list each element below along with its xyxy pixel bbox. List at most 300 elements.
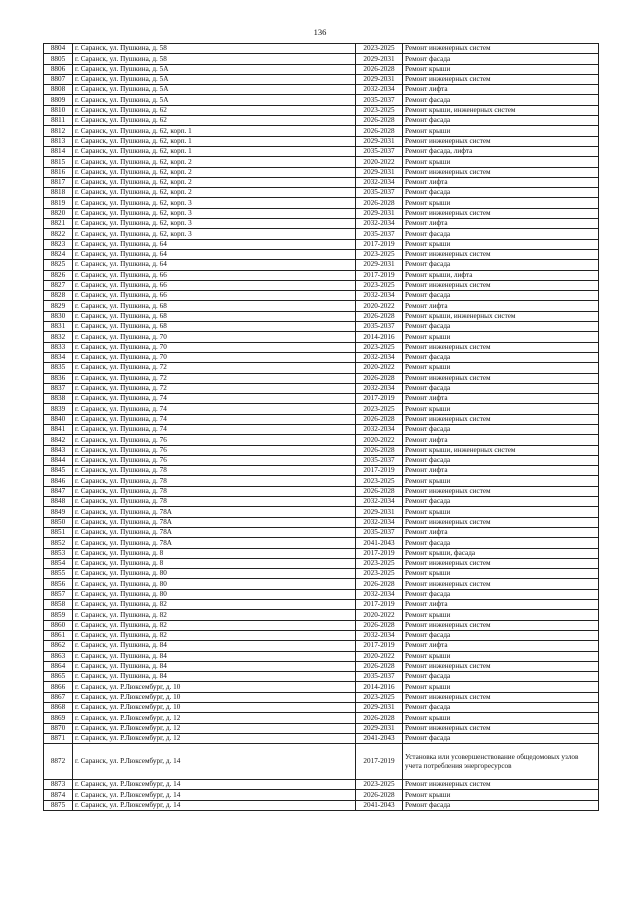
work-type-cell: Ремонт лифта [403,394,599,404]
table-row [44,363,599,373]
period-cell: 2023-2025 [356,280,403,290]
address-cell: г. Саранск, ул. Пушкина, д. 58 [73,54,356,64]
period-cell: 2020-2022 [356,363,403,373]
row-number-cell: 8858 [44,600,73,610]
address-cell: г. Саранск, ул. Пушкина, д. 62, корп. 2 [73,167,356,177]
work-type-cell: Ремонт лифта [403,527,599,537]
work-type-cell: Ремонт фасада [403,630,599,640]
period-cell: 2017-2019 [356,466,403,476]
table-row [44,291,599,301]
table-row [44,229,599,239]
address-cell: г. Саранск, ул. Пушкина, д. 68 [73,301,356,311]
period-cell: 2023-2025 [356,249,403,259]
period-cell: 2020-2022 [356,301,403,311]
table-row [44,322,599,332]
table-row [44,527,599,537]
row-number-cell: 8857 [44,589,73,599]
work-type-cell: Ремонт фасада [403,497,599,507]
address-cell: г. Саранск, ул. Пушкина, д. 78 [73,486,356,496]
period-cell: 2026-2028 [356,311,403,321]
row-number-cell: 8820 [44,208,73,218]
row-number-cell: 8846 [44,476,73,486]
work-type-cell: Ремонт крыши, инженерных систем [403,311,599,321]
row-number-cell: 8849 [44,507,73,517]
work-type-cell: Ремонт инженерных систем [403,517,599,527]
work-type-cell: Ремонт фасада [403,260,599,270]
period-cell: 2026-2028 [356,373,403,383]
period-cell: 2035-2037 [356,527,403,537]
table-row [44,507,599,517]
address-cell: г. Саранск, ул. Пушкина, д. 8 [73,548,356,558]
table-row [44,352,599,362]
row-number-cell: 8839 [44,404,73,414]
table-row [44,630,599,640]
period-cell: 2032-2034 [356,630,403,640]
work-type-cell: Ремонт фасада [403,424,599,434]
row-number-cell: 8844 [44,455,73,465]
address-cell: г. Саранск, ул. Пушкина, д. 76 [73,445,356,455]
address-cell: г. Саранск, ул. Пушкина, д. 68 [73,322,356,332]
address-cell: г. Саранск, ул. Пушкина, д. 62, корп. 1 [73,136,356,146]
table-row [44,260,599,270]
period-cell: 2017-2019 [356,641,403,651]
work-type-cell: Ремонт инженерных систем [403,373,599,383]
row-number-cell: 8814 [44,146,73,156]
table-row [44,414,599,424]
period-cell: 2029-2031 [356,167,403,177]
address-cell: г. Саранск, ул. Пушкина, д. 5А [73,95,356,105]
table-row [44,435,599,445]
row-number-cell: 8806 [44,64,73,74]
address-cell: г. Саранск, ул. Пушкина, д. 74 [73,394,356,404]
row-number-cell: 8850 [44,517,73,527]
period-cell: 2041-2043 [356,800,403,810]
table-row [44,661,599,671]
table-row [44,95,599,105]
row-number-cell: 8864 [44,661,73,671]
table-row [44,620,599,630]
table-row [44,249,599,259]
period-cell: 2017-2019 [356,744,403,780]
address-cell: г. Саранск, ул. Пушкина, д. 62 [73,105,356,115]
work-type-cell: Ремонт крыши [403,569,599,579]
table-row [44,44,599,54]
address-cell: г. Саранск, ул. Пушкина, д. 82 [73,610,356,620]
row-number-cell: 8872 [44,744,73,780]
row-number-cell: 8830 [44,311,73,321]
work-type-cell: Ремонт крыши [403,651,599,661]
table-row [44,790,599,800]
row-number-cell: 8824 [44,249,73,259]
work-type-cell: Ремонт лифта [403,435,599,445]
row-number-cell: 8869 [44,713,73,723]
address-cell: г. Саранск, ул. Р.Люксембург, д. 14 [73,780,356,790]
table-row [44,548,599,558]
work-type-cell: Ремонт инженерных систем [403,780,599,790]
row-number-cell: 8842 [44,435,73,445]
address-cell: г. Саранск, ул. Пушкина, д. 72 [73,363,356,373]
table-row [44,713,599,723]
row-number-cell: 8818 [44,188,73,198]
work-type-cell: Ремонт лифта [403,301,599,311]
table-row [44,476,599,486]
table-row [44,569,599,579]
row-number-cell: 8821 [44,219,73,229]
address-cell: г. Саранск, ул. Пушкина, д. 8 [73,558,356,568]
address-cell: г. Саранск, ул. Р.Люксембург, д. 14 [73,800,356,810]
period-cell: 2023-2025 [356,105,403,115]
row-number-cell: 8804 [44,44,73,54]
address-cell: г. Саранск, ул. Пушкина, д. 62, корп. 3 [73,219,356,229]
work-type-cell: Ремонт крыши [403,790,599,800]
address-cell: г. Саранск, ул. Пушкина, д. 78 [73,466,356,476]
address-cell: г. Саранск, ул. Пушкина, д. 62, корп. 2 [73,188,356,198]
row-number-cell: 8813 [44,136,73,146]
table-row [44,692,599,702]
address-cell: г. Саранск, ул. Пушкина, д. 62, корп. 3 [73,198,356,208]
work-type-cell: Ремонт крыши [403,610,599,620]
address-cell: г. Саранск, ул. Пушкина, д. 78 [73,476,356,486]
address-cell: г. Саранск, ул. Пушкина, д. 70 [73,352,356,362]
period-cell: 2023-2025 [356,569,403,579]
table-row [44,105,599,115]
table-row [44,219,599,229]
row-number-cell: 8866 [44,682,73,692]
row-number-cell: 8838 [44,394,73,404]
address-cell: г. Саранск, ул. Пушкина, д. 84 [73,641,356,651]
address-cell: г. Саранск, ул. Р.Люксембург, д. 12 [73,713,356,723]
period-cell: 2029-2031 [356,703,403,713]
table-row [44,116,599,126]
work-type-cell: Ремонт инженерных систем [403,280,599,290]
work-type-cell: Ремонт инженерных систем [403,414,599,424]
period-cell: 2029-2031 [356,74,403,84]
period-cell: 2035-2037 [356,95,403,105]
address-cell: г. Саранск, ул. Пушкина, д. 78А [73,517,356,527]
address-cell: г. Саранск, ул. Пушкина, д. 78А [73,507,356,517]
address-cell: г. Саранск, ул. Пушкина, д. 66 [73,270,356,280]
period-cell: 2026-2028 [356,116,403,126]
work-type-cell: Ремонт фасада [403,383,599,393]
work-type-cell: Ремонт крыши [403,198,599,208]
address-cell: г. Саранск, ул. Пушкина, д. 80 [73,569,356,579]
address-cell: г. Саранск, ул. Пушкина, д. 84 [73,672,356,682]
row-number-cell: 8845 [44,466,73,476]
address-cell: г. Саранск, ул. Пушкина, д. 78А [73,527,356,537]
period-cell: 2035-2037 [356,188,403,198]
period-cell: 2026-2028 [356,64,403,74]
table-row [44,744,599,780]
row-number-cell: 8835 [44,363,73,373]
work-type-cell: Ремонт инженерных систем [403,579,599,589]
table-row [44,723,599,733]
period-cell: 2032-2034 [356,589,403,599]
address-cell: г. Саранск, ул. Пушкина, д. 72 [73,373,356,383]
table-row [44,424,599,434]
address-cell: г. Саранск, ул. Р.Люксембург, д. 10 [73,692,356,702]
address-cell: г. Саранск, ул. Пушкина, д. 58 [73,44,356,54]
row-number-cell: 8871 [44,733,73,743]
period-cell: 2023-2025 [356,404,403,414]
table-row [44,157,599,167]
row-number-cell: 8853 [44,548,73,558]
address-cell: г. Саранск, ул. Пушкина, д. 84 [73,661,356,671]
work-type-cell: Ремонт инженерных систем [403,661,599,671]
address-cell: г. Саранск, ул. Пушкина, д. 80 [73,579,356,589]
address-cell: г. Саранск, ул. Пушкина, д. 74 [73,404,356,414]
row-number-cell: 8861 [44,630,73,640]
row-number-cell: 8841 [44,424,73,434]
work-type-cell: Ремонт инженерных систем [403,558,599,568]
work-type-cell: Ремонт инженерных систем [403,74,599,84]
table-row [44,136,599,146]
period-cell: 2026-2028 [356,414,403,424]
row-number-cell: 8822 [44,229,73,239]
table-row [44,198,599,208]
work-type-cell: Ремонт инженерных систем [403,342,599,352]
work-type-cell: Ремонт фасада [403,672,599,682]
table-row [44,445,599,455]
row-number-cell: 8819 [44,198,73,208]
table-row [44,85,599,95]
address-cell: г. Саранск, ул. Пушкина, д. 64 [73,260,356,270]
table-row [44,126,599,136]
row-number-cell: 8875 [44,800,73,810]
period-cell: 2026-2028 [356,486,403,496]
row-number-cell: 8836 [44,373,73,383]
row-number-cell: 8847 [44,486,73,496]
period-cell: 2032-2034 [356,424,403,434]
row-number-cell: 8855 [44,569,73,579]
row-number-cell: 8863 [44,651,73,661]
address-cell: г. Саранск, ул. Пушкина, д. 72 [73,383,356,393]
period-cell: 2020-2022 [356,157,403,167]
table-row [44,800,599,810]
work-type-cell: Ремонт инженерных систем [403,620,599,630]
table-row [44,64,599,74]
table-row [44,146,599,156]
work-type-cell: Ремонт крыши [403,713,599,723]
row-number-cell: 8816 [44,167,73,177]
row-number-cell: 8856 [44,579,73,589]
period-cell: 2020-2022 [356,435,403,445]
period-cell: 2032-2034 [356,85,403,95]
row-number-cell: 8808 [44,85,73,95]
period-cell: 2026-2028 [356,661,403,671]
period-cell: 2014-2016 [356,682,403,692]
table-row [44,538,599,548]
period-cell: 2014-2016 [356,332,403,342]
period-cell: 2029-2031 [356,723,403,733]
address-cell: г. Саранск, ул. Пушкина, д. 68 [73,311,356,321]
work-type-cell: Ремонт крыши [403,476,599,486]
period-cell: 2035-2037 [356,146,403,156]
address-cell: г. Саранск, ул. Пушкина, д. 66 [73,280,356,290]
work-type-cell: Ремонт фасада [403,589,599,599]
period-cell: 2023-2025 [356,780,403,790]
work-type-cell: Ремонт лифта [403,466,599,476]
table-row [44,239,599,249]
address-cell: г. Саранск, ул. Пушкина, д. 62, корп. 2 [73,177,356,187]
address-cell: г. Саранск, ул. Пушкина, д. 62 [73,116,356,126]
period-cell: 2032-2034 [356,352,403,362]
address-cell: г. Саранск, ул. Пушкина, д. 84 [73,651,356,661]
row-number-cell: 8874 [44,790,73,800]
address-cell: г. Саранск, ул. Пушкина, д. 74 [73,414,356,424]
table-row [44,280,599,290]
row-number-cell: 8848 [44,497,73,507]
table-row [44,672,599,682]
table-row [44,177,599,187]
work-type-cell: Ремонт крыши [403,363,599,373]
work-type-cell: Ремонт крыши, инженерных систем [403,445,599,455]
work-type-cell: Ремонт инженерных систем [403,208,599,218]
period-cell: 2023-2025 [356,476,403,486]
table-row [44,311,599,321]
address-cell: г. Саранск, ул. Пушкина, д. 76 [73,435,356,445]
address-cell: г. Саранск, ул. Р.Люксембург, д. 10 [73,682,356,692]
work-type-cell: Ремонт крыши, инженерных систем [403,105,599,115]
row-number-cell: 8868 [44,703,73,713]
work-type-cell: Ремонт фасада [403,188,599,198]
period-cell: 2023-2025 [356,558,403,568]
row-number-cell: 8829 [44,301,73,311]
address-cell: г. Саранск, ул. Р.Люксембург, д. 14 [73,744,356,780]
table-row [44,404,599,414]
work-type-cell: Ремонт фасада [403,733,599,743]
row-number-cell: 8831 [44,322,73,332]
address-cell: г. Саранск, ул. Пушкина, д. 62, корп. 1 [73,126,356,136]
period-cell: 2032-2034 [356,219,403,229]
work-type-cell: Ремонт фасада [403,538,599,548]
row-number-cell: 8873 [44,780,73,790]
work-type-cell: Ремонт инженерных систем [403,486,599,496]
row-number-cell: 8811 [44,116,73,126]
period-cell: 2035-2037 [356,672,403,682]
work-type-cell: Ремонт фасада [403,116,599,126]
table-row [44,780,599,790]
period-cell: 2017-2019 [356,548,403,558]
table-body [44,44,599,811]
period-cell: 2023-2025 [356,342,403,352]
table-row [44,270,599,280]
period-cell: 2029-2031 [356,208,403,218]
work-type-cell: Ремонт крыши [403,64,599,74]
period-cell: 2017-2019 [356,394,403,404]
table-row [44,342,599,352]
address-cell: г. Саранск, ул. Пушкина, д. 82 [73,620,356,630]
address-cell: г. Саранск, ул. Р.Люксембург, д. 10 [73,703,356,713]
page-number: 136 [313,27,327,37]
work-type-cell: Ремонт крыши [403,682,599,692]
address-cell: г. Саранск, ул. Пушкина, д. 78А [73,538,356,548]
period-cell: 2041-2043 [356,538,403,548]
work-type-cell: Ремонт инженерных систем [403,136,599,146]
row-number-cell: 8852 [44,538,73,548]
work-type-cell: Ремонт инженерных систем [403,723,599,733]
work-type-cell: Ремонт фасада [403,703,599,713]
work-type-cell: Установка или усовершенствование общедомовых узлов учета потребления энергоресурсов [403,744,599,780]
row-number-cell: 8870 [44,723,73,733]
period-cell: 2026-2028 [356,790,403,800]
period-cell: 2026-2028 [356,445,403,455]
period-cell: 2020-2022 [356,610,403,620]
table-row [44,167,599,177]
period-cell: 2029-2031 [356,260,403,270]
table-row [44,208,599,218]
work-type-cell: Ремонт фасада [403,291,599,301]
work-type-cell: Ремонт лифта [403,600,599,610]
period-cell: 2032-2034 [356,383,403,393]
row-number-cell: 8833 [44,342,73,352]
table-row [44,497,599,507]
capital-repair-table [43,43,599,811]
row-number-cell: 8837 [44,383,73,393]
row-number-cell: 8827 [44,280,73,290]
work-type-cell: Ремонт фасада [403,54,599,64]
period-cell: 2026-2028 [356,198,403,208]
row-number-cell: 8817 [44,177,73,187]
table-row [44,558,599,568]
period-cell: 2035-2037 [356,322,403,332]
period-cell: 2026-2028 [356,620,403,630]
address-cell: г. Саранск, ул. Пушкина, д. 62, корп. 3 [73,208,356,218]
work-type-cell: Ремонт фасада [403,95,599,105]
work-type-cell: Ремонт крыши [403,507,599,517]
period-cell: 2029-2031 [356,136,403,146]
table-row [44,455,599,465]
work-type-cell: Ремонт инженерных систем [403,692,599,702]
row-number-cell: 8810 [44,105,73,115]
period-cell: 2023-2025 [356,44,403,54]
work-type-cell: Ремонт фасада, лифта [403,146,599,156]
work-type-cell: Ремонт лифта [403,219,599,229]
row-number-cell: 8825 [44,260,73,270]
row-number-cell: 8815 [44,157,73,167]
address-cell: г. Саранск, ул. Пушкина, д. 5А [73,64,356,74]
work-type-cell: Ремонт фасада [403,322,599,332]
address-cell: г. Саранск, ул. Пушкина, д. 74 [73,424,356,434]
address-cell: г. Саранск, ул. Пушкина, д. 62, корп. 1 [73,146,356,156]
work-type-cell: Ремонт инженерных систем [403,167,599,177]
row-number-cell: 8812 [44,126,73,136]
work-type-cell: Ремонт фасада [403,455,599,465]
row-number-cell: 8826 [44,270,73,280]
row-number-cell: 8860 [44,620,73,630]
period-cell: 2032-2034 [356,177,403,187]
period-cell: 2026-2028 [356,713,403,723]
work-type-cell: Ремонт лифта [403,85,599,95]
period-cell: 2026-2028 [356,579,403,589]
work-type-cell: Ремонт лифта [403,641,599,651]
period-cell: 2023-2025 [356,692,403,702]
row-number-cell: 8851 [44,527,73,537]
table-row [44,517,599,527]
row-number-cell: 8854 [44,558,73,568]
row-number-cell: 8832 [44,332,73,342]
address-cell: г. Саранск, ул. Пушкина, д. 5А [73,74,356,84]
address-cell: г. Саранск, ул. Пушкина, д. 62, корп. 3 [73,229,356,239]
period-cell: 2017-2019 [356,270,403,280]
period-cell: 2026-2028 [356,126,403,136]
table-row [44,466,599,476]
table-row [44,394,599,404]
address-cell: г. Саранск, ул. Пушкина, д. 80 [73,589,356,599]
work-type-cell: Ремонт крыши [403,332,599,342]
work-type-cell: Ремонт инженерных систем [403,44,599,54]
address-cell: г. Саранск, ул. Пушкина, д. 64 [73,249,356,259]
table-row [44,651,599,661]
